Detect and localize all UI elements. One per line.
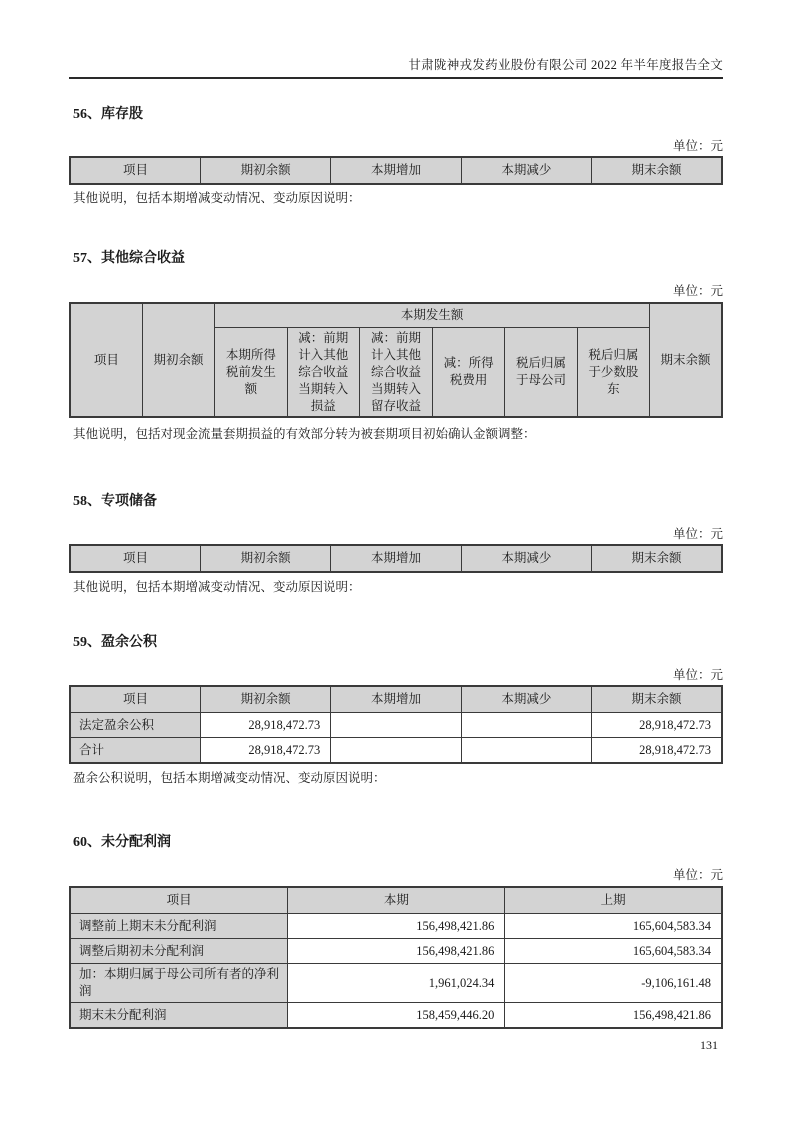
table-row: [70, 939, 722, 964]
table-row: [70, 964, 722, 1003]
cell-decrease: [461, 713, 591, 738]
column-header: 项目: [70, 545, 200, 572]
section-title-58-special-reserve: 58、专项储备: [73, 494, 157, 510]
cell-current-period: 158,459,446.20: [288, 1003, 505, 1029]
column-header: 本期: [288, 887, 505, 914]
page-number: 131: [700, 1038, 718, 1052]
cell-current-period: 1,961,024.34: [288, 964, 505, 1003]
unit-label-60: 单位：元: [672, 868, 723, 883]
cell-increase: [331, 738, 461, 764]
row-item-label: 调整前上期末未分配利润: [70, 914, 288, 939]
cell-closing-balance: 28,918,472.73: [592, 713, 722, 738]
document-header: [69, 0, 723, 79]
unit-label-56: 单位：元: [672, 139, 723, 153]
document-header-title: 甘肃陇神戎发药业股份有限公司 2022 年半年度报告全文: [408, 58, 723, 72]
column-header: 期末余额: [592, 545, 722, 572]
column-header: 期末余额: [592, 157, 722, 184]
column-header-item: 项目: [70, 303, 142, 417]
row-item-label: 法定盈余公积: [70, 713, 200, 738]
table-header-row: [70, 303, 722, 328]
undistributed-profit-table: [69, 886, 723, 1029]
table-header-row: [70, 545, 722, 572]
row-item-label: 合计: [70, 738, 200, 764]
other-comprehensive-income-table: [69, 302, 723, 418]
column-header: 项目: [70, 686, 200, 713]
subcolumn-header: 税后归属于少数股东: [577, 328, 649, 418]
table-row: [70, 713, 722, 738]
cell-current-period: 156,498,421.86: [288, 939, 505, 964]
table-header-row: [70, 686, 722, 713]
unit-label-59: 单位：元: [672, 668, 723, 683]
column-header-closing-balance: 期末余额: [650, 303, 722, 417]
column-header: 项目: [70, 157, 200, 184]
table-row: [70, 1003, 722, 1029]
column-header: 本期减少: [461, 686, 591, 713]
column-header: 本期减少: [461, 157, 591, 184]
unit-label-58: 单位：元: [672, 527, 723, 542]
column-header: 期初余额: [200, 686, 330, 713]
row-item-label: 期末未分配利润: [70, 1003, 288, 1029]
subcolumn-header: 本期所得税前发生额: [215, 328, 287, 418]
cell-prior-period: 156,498,421.86: [505, 1003, 722, 1029]
column-header: 上期: [505, 887, 722, 914]
section-title-57-other-comprehensive-income: 57、其他综合收益: [73, 251, 185, 266]
column-header: 本期增加: [331, 157, 461, 184]
treasury-stock-table: [69, 156, 723, 185]
subcolumn-header: 减：前期计入其他综合收益当期转入损益: [287, 328, 359, 418]
table-header-row: [70, 157, 722, 184]
column-header-current-period-group: 本期发生额: [215, 303, 650, 328]
cell-opening-balance: 28,918,472.73: [200, 738, 330, 764]
surplus-reserve-table: [69, 685, 723, 764]
table-header-row: [70, 887, 722, 914]
note-59: 盈余公积说明，包括本期增减变动情况、变动原因说明：: [73, 771, 386, 786]
note-56: 其他说明，包括本期增减变动情况、变动原因说明：: [73, 191, 361, 205]
section-title-60-undistributed-profit: 60、未分配利润: [73, 835, 171, 851]
column-header: 本期增加: [331, 545, 461, 572]
cell-prior-period: 165,604,583.34: [505, 914, 722, 939]
cell-current-period: 156,498,421.86: [288, 914, 505, 939]
section-title-59-surplus-reserve: 59、盈余公积: [73, 635, 157, 651]
section-title-56-treasury-stock: 56、库存股: [73, 107, 143, 122]
column-header-opening-balance: 期初余额: [142, 303, 214, 417]
column-header: 期初余额: [200, 157, 330, 184]
column-header: 期末余额: [592, 686, 722, 713]
subcolumn-header: 税后归属于母公司: [505, 328, 577, 418]
column-header: 本期增加: [331, 686, 461, 713]
special-reserve-table: [69, 544, 723, 573]
subcolumn-header: 减：前期计入其他综合收益当期转入留存收益: [359, 328, 432, 418]
cell-increase: [331, 713, 461, 738]
cell-closing-balance: 28,918,472.73: [592, 738, 722, 764]
note-58: 其他说明，包括本期增减变动情况、变动原因说明：: [73, 580, 361, 595]
column-header: 本期减少: [461, 545, 591, 572]
table-row: [70, 914, 722, 939]
column-header: 项目: [70, 887, 288, 914]
unit-label-57: 单位：元: [672, 284, 723, 298]
cell-prior-period: 165,604,583.34: [505, 939, 722, 964]
note-57: 其他说明，包括对现金流量套期损益的有效部分转为被套期项目初始确认金额调整：: [73, 427, 536, 442]
subcolumn-header: 减：所得税费用: [432, 328, 504, 418]
cell-decrease: [461, 738, 591, 764]
row-item-label: 加：本期归属于母公司所有者的净利润: [70, 964, 288, 1003]
table-row: [70, 738, 722, 764]
cell-prior-period: -9,106,161.48: [505, 964, 722, 1003]
cell-opening-balance: 28,918,472.73: [200, 713, 330, 738]
row-item-label: 调整后期初未分配利润: [70, 939, 288, 964]
column-header: 期初余额: [200, 545, 330, 572]
